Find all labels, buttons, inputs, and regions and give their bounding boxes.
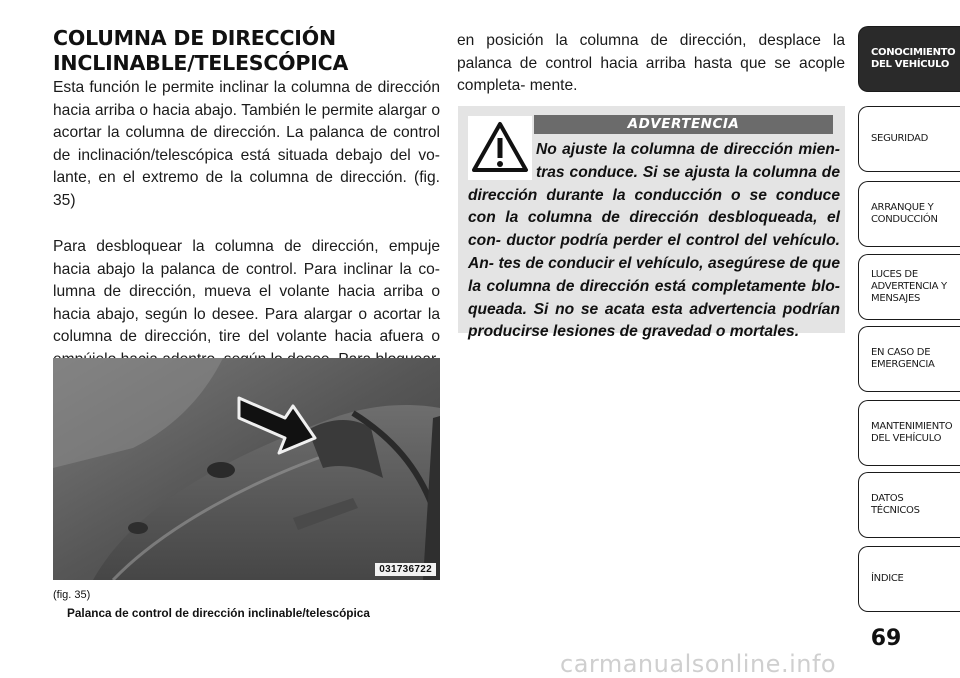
steering-column-photo [53,358,440,580]
watermark: carmanualsonline.info [560,650,837,678]
photo-illustration [53,358,440,580]
paragraph-intro: Esta función le permite inclinar la columna de dirección hacia arriba o hacia abajo. También le permite alargar o acortar la columna de dirección. La palanca de control de inclinación/telescópica está situada debajo del vo- lante, en el extremo de la columna de dirección. (fig. 35) [53,79,440,209]
warning-text: No ajuste la columna de dirección mien- tras conduce. Si se ajusta la columna de dirección durante la conducción o se conduce con la columna de dirección desbloqueada, el con- ductor podría perder el control del vehículo. An- tes de conducir el vehículo, asegúrese de que la columna de dirección está completamente blo- queada. Si no se acata esta advertencia podrían producirse lesiones de gravedad o mortales. [468,141,840,341]
paragraph-lock: en posición la columna de dirección, desplace la palanca de control hacia arriba hasta que se acople completa- mente. [457,32,845,95]
tab-datos-tecnicos[interactable]: DATOS TÉCNICOS [858,472,960,538]
page-number: 69 [870,626,902,651]
figure-reference: (fig. 35) [53,589,91,601]
warning-title: ADVERTENCIA [534,115,833,134]
section-heading [53,26,443,76]
tab-conocimiento-del-vehiculo[interactable]: CONOCIMIENTO DEL VEHÍCULO [858,26,960,92]
heading-line-2: INCLINABLE/TELESCÓPICA [53,51,349,75]
tab-en-caso-de-emergencia[interactable]: EN CASO DE EMERGENCIA [858,326,960,392]
heading-line-1: COLUMNA DE DIRECCIÓN [53,26,336,50]
tab-indice[interactable]: ÍNDICE [858,546,960,612]
tab-mantenimiento[interactable]: MANTENIMIENTO DEL VEHÍCULO [858,400,960,466]
tab-arranque-y-conduccion[interactable]: ARRANQUE Y CONDUCCIÓN [858,181,960,247]
tab-seguridad[interactable]: SEGURIDAD [858,106,960,172]
paragraph-unlock: Para desbloquear la columna de dirección, empuje hacia abajo la palanca de control. Para inclinar la co- lumna de dirección, mueva el volante hacia arriba o hacia abajo, según lo desee. Para alargar o acortar la columna de dirección, tire del volante hacia afuera o [53,238,440,346]
tab-luces-de-advertencia[interactable]: LUCES DE ADVERTENCIA Y MENSAJES [858,254,960,320]
figure-code: 031736722 [375,563,436,576]
warning-box [458,106,845,341]
figure-caption: Palanca de control de dirección inclinable/telescópica [67,606,370,620]
